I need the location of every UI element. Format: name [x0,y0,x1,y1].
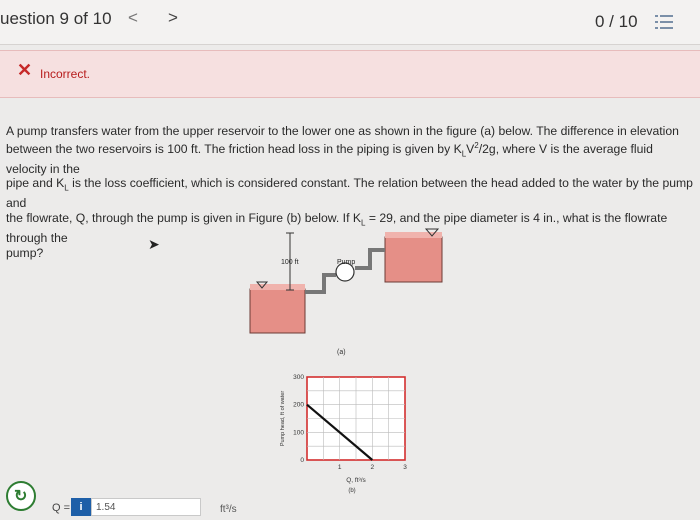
y-axis-label: Pump head, ft of water [280,390,286,447]
elevation-label: 100 ft [281,259,299,266]
question-line: pipe and $K_L$ is the loss coefficient, which is considered constant. The relation between the head added to the water by the pump and [6,176,693,211]
x-tick-label: 2 [370,464,375,471]
y-tick-label: 100 [293,429,304,437]
info-button[interactable]: i [71,498,91,516]
figure-a [250,229,442,356]
question-line: between the two reservoirs is 100 ft. The friction head loss in the piping is given by $K_LV^2/2g$, where V is the average fluid velocity in the [6,140,653,176]
score: 0 / 10 [595,12,638,31]
pump-label: Pump [337,259,356,266]
figure-b-chart [280,374,407,494]
answer-input[interactable] [91,498,201,516]
upper-reservoir [385,237,442,282]
close-icon: ✕ [17,60,33,80]
y-tick-label: 0 [300,457,304,464]
question-counter: uestion 9 of 10 [0,9,112,28]
next-question-button[interactable]: > [168,8,178,27]
lower-reservoir [250,289,305,333]
feedback-status: Incorrect. [40,67,91,81]
answer-label: Q = [52,502,71,514]
figure-a-caption: (a) [337,349,346,356]
y-tick-label: 300 [293,374,304,381]
y-tick-label: 200 [293,401,304,409]
x-tick-label: 1 [337,464,342,471]
answer-unit: ft³/s [220,504,237,515]
question-line: pump? [6,245,44,260]
figure-b-caption: (b) [348,488,356,494]
help-icon[interactable]: ↻ [6,481,36,511]
question-line: A pump transfers water from the upper reservoir to the lower one as shown in the figure (a) below. The difference in elevation [6,124,679,138]
x-tick-label: 3 [403,464,407,471]
x-axis-label: Q, ft³/s [346,477,366,484]
question-line: the flowrate, Q, through the pump is given in Figure (b) below. If $K_L = 29$, and the pipe diameter is 4 in., what is the flowrate through the [6,210,668,245]
mouse-cursor-icon: ➤ [148,236,160,252]
previous-question-button[interactable]: < [128,8,138,27]
